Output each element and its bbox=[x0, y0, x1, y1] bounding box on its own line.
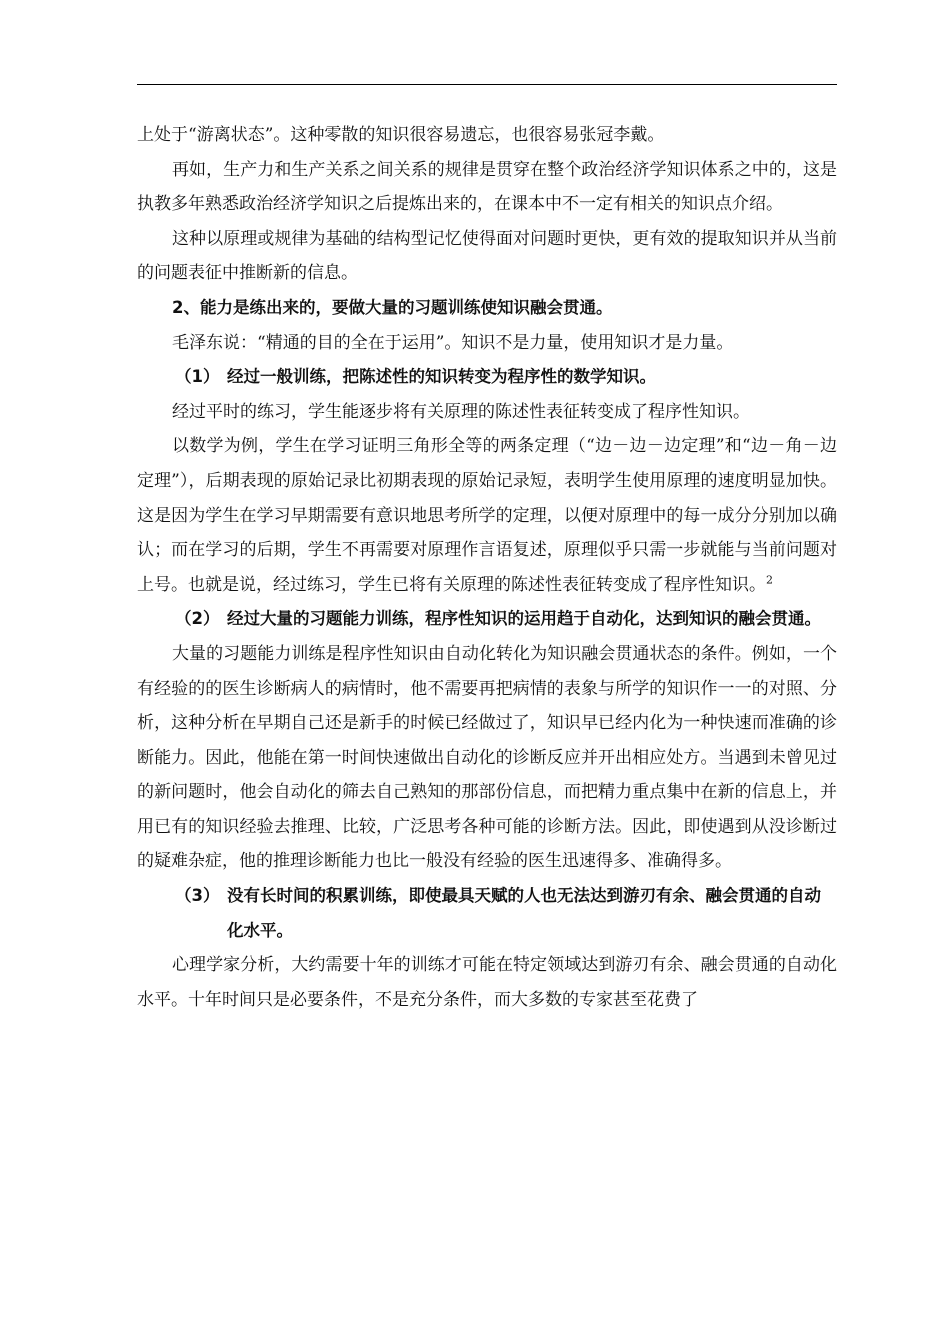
paragraph: 大量的习题能力训练是程序性知识由自动化转化为知识融会贯通状态的条件。例如，一个有经验的的医生诊断病人的病情时，他不需要再把病情的表象与所学的知识作一一的对照、分析，这种分析在早期自己还是新手的时候已经做过了，知识早已经内化为一种快速而准确的诊断能力。因此，他能在第一时间快速做出自动化的诊断反应并开出相应处方。当遇到未曾见过的新问题时，他会自动化的筛去自己熟知的那部份信息，而把精力重点集中在新的信息上，并用已有的知识经验去推理、比较，广泛思考各种可能的诊断方法。因此，即使遇到从没诊断过的疑难杂症，他的推理诊断能力也比一般没有经验的医生迅速得多、准确得多。 bbox=[137, 643, 837, 872]
subsection-heading bbox=[137, 879, 837, 948]
header-rule bbox=[137, 84, 837, 85]
subsection-title: 经过大量的习题能力训练，程序性知识的运用趋于自动化，达到知识的融会贯通。 bbox=[227, 609, 821, 629]
paragraph: 这种以原理或规律为基础的结构型记忆使得面对问题时更快，更有效的提取知识并从当前的问题表征中推断新的信息。 bbox=[137, 228, 837, 284]
subsection-number: （1） bbox=[175, 367, 220, 387]
subsection-title: 经过一般训练，把陈述性的知识转变为程序性的数学知识。 bbox=[227, 367, 656, 387]
paragraph-text: 以数学为例，学生在学习证明三角形全等的两条定理（“边－边－边定理”和“边－角－边定理”），后期表现的原始记录比初期表现的原始记录短，表明学生使用原理的速度明显加快。这是因为学生在学习早期需要有意识地思考所学的定理，以便对原理中的每一成分分别加以确认；而在学习的后期，学生不再需要对原理作言语复述，原理似乎只需一步就能与当前问题对上号。也就是说，经过练习，学生已将有关原理的陈述性表征转变成了程序性知识。 bbox=[137, 436, 837, 595]
subsection-heading bbox=[137, 602, 837, 637]
paragraph: 毛泽东说：“精通的目的全在于运用”。知识不是力量，使用知识才是力量。 bbox=[172, 332, 734, 353]
paragraph: 上处于“游离状态”。这种零散的知识很容易遗忘，也很容易张冠李戴。 bbox=[137, 125, 665, 145]
footnote-marker: 2 bbox=[766, 573, 773, 587]
paragraph: 心理学家分析，大约需要十年的训练才可能在特定领域达到游刃有余、融会贯通的自动化水平。十年时间只是必要条件，不是充分条件，而大多数的专家甚至花费了 bbox=[137, 955, 837, 1010]
subsection-number: （2） bbox=[175, 609, 220, 629]
subsection-number: （3） bbox=[175, 886, 220, 906]
document-body bbox=[137, 118, 837, 1017]
paragraph: 再如，生产力和生产关系之间关系的规律是贯穿在整个政治经济学知识体系之中的，这是执教多年熟悉政治经济学知识之后提炼出来的，在课本中不一定有相关的知识点介绍。 bbox=[137, 159, 837, 215]
subsection-heading bbox=[137, 360, 837, 395]
subsection-title: 没有长时间的积累训练，即使最具天赋的人也无法达到游刃有余、融会贯通的自动化水平。 bbox=[227, 886, 821, 940]
paragraph: 经过平时的练习，学生能逐步将有关原理的陈述性表征转变成了程序性知识。 bbox=[172, 401, 750, 422]
section-heading: 2、能力是练出来的，要做大量的习题训练使知识融会贯通。 bbox=[172, 297, 613, 317]
paragraph bbox=[137, 429, 837, 602]
